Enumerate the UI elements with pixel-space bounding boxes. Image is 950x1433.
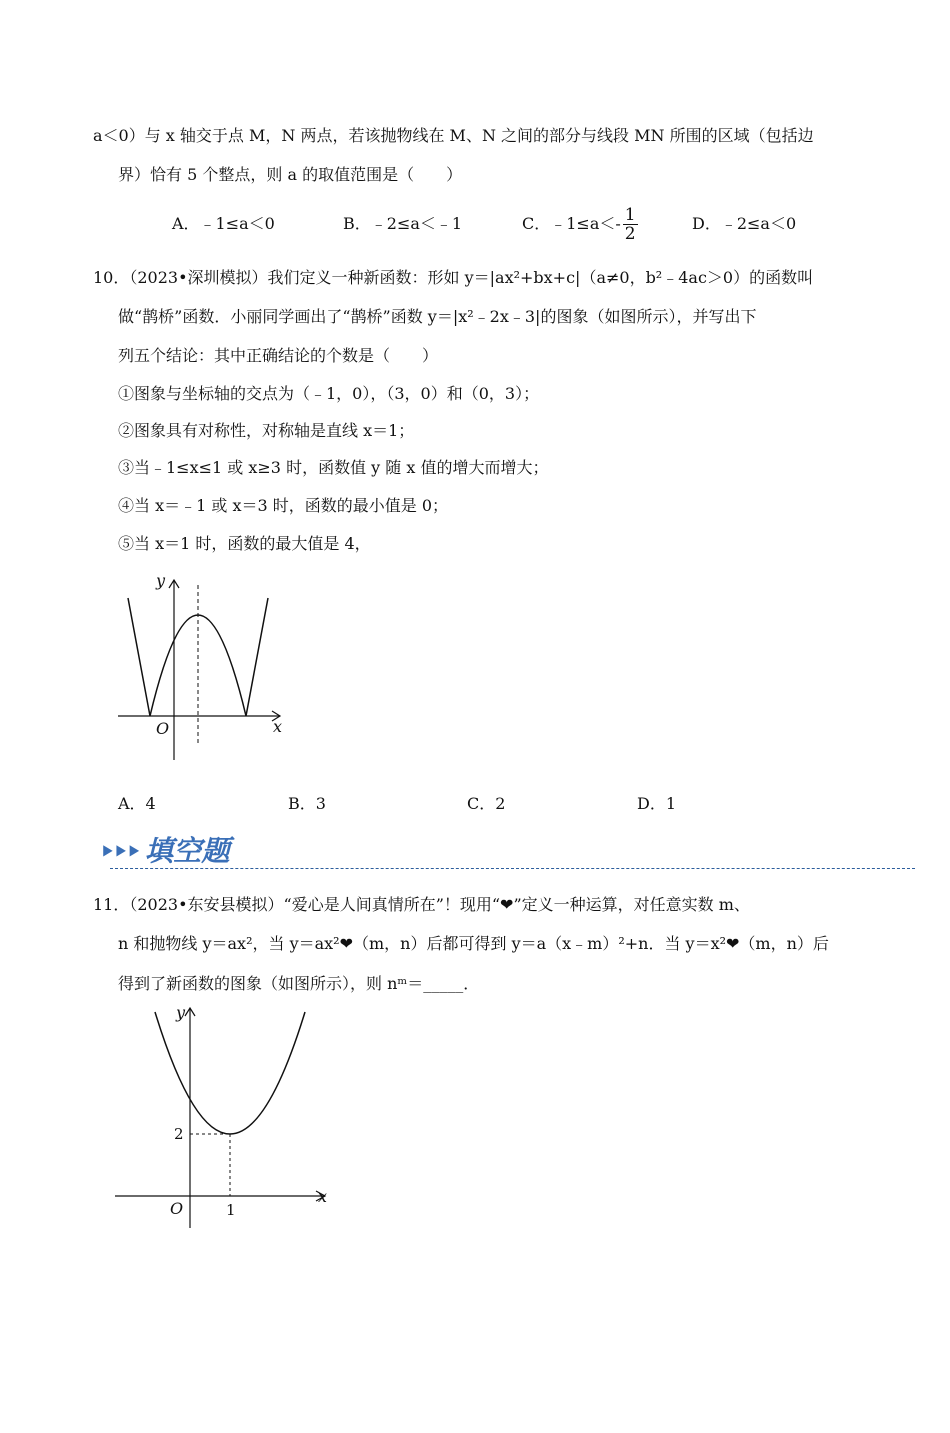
q10-option-b: B．3 (288, 794, 326, 813)
q11-line1: 11．（2023•东安县模拟）“爱心是人间真情所在”！现用“❤”定义一种运算，对任意实数 m、 (93, 895, 750, 914)
q10-statement-2: ②图象具有对称性，对称轴是直线 x＝1； (118, 421, 415, 440)
q10-origin-label: O (156, 719, 170, 738)
q9-option-a: A．﹣1≤a＜0 (172, 214, 275, 233)
q11-graph (110, 1000, 350, 1235)
q10-option-d: D．1 (637, 794, 677, 813)
q10-statement-3: ③当﹣1≤x≤1 或 x≥3 时，函数值 y 随 x 值的增大而增大； (118, 458, 549, 477)
q10-option-a: A．4 (118, 794, 156, 813)
q11-parabola (155, 1012, 305, 1134)
q9-line1: a＜0）与 x 轴交于点 M，N 两点，若该抛物线在 M、N 之间的部分与线段 MN 所围的区域（包括边 (93, 126, 814, 145)
section-arrow-icon-3 (130, 845, 139, 856)
q11-tick-x-1: 1 (226, 1201, 236, 1219)
q10-graph (110, 570, 300, 770)
q10-statement-1: ①图象与坐标轴的交点为（﹣1，0），（3，0）和（0，3）； (118, 384, 540, 403)
q11-tick-y-2: 2 (174, 1125, 184, 1143)
q10-y-label: y (156, 571, 166, 590)
q10-option-c: C．2 (467, 794, 506, 813)
section-divider (110, 868, 915, 869)
q9-option-c-denominator: 2 (624, 224, 636, 244)
q11-origin-label: O (170, 1199, 184, 1218)
q10-statement-4: ④当 x＝﹣1 或 x＝3 时，函数的最小值是 0； (118, 496, 449, 515)
q11-x-label: x (318, 1187, 328, 1206)
section-title: 填空题 (144, 834, 230, 866)
q11-line2: n 和抛物线 y＝ax²，当 y＝ax²❤（m，n）后都可得到 y＝a（x﹣m）²+n．当 y＝x²❤（m，n）后 (118, 934, 829, 953)
q10-x-label: x (273, 717, 283, 736)
q10-line3: 列五个结论：其中正确结论的个数是（ ） (118, 346, 439, 365)
q9-option-c-prefix: C．﹣1≤a＜- (522, 214, 621, 233)
q10-line1: 10．（2023•深圳模拟）我们定义一种新函数：形如 y＝|ax²+bx+c|（a≠0，b²﹣4ac＞0）的函数叫 (93, 268, 814, 287)
section-header (95, 832, 255, 866)
q11-y-label: y (176, 1003, 186, 1022)
q10-statement-5: ⑤当 x＝1 时，函数的最大值是 4， (118, 534, 371, 553)
q9-option-b: B．﹣2≤a＜﹣1 (343, 214, 463, 233)
section-arrow-icon-2 (116, 845, 125, 856)
q9-option-c-fraction (623, 206, 638, 243)
q10-line2: 做“鹊桥”函数．小丽同学画出了“鹊桥”函数 y＝|x²﹣2x﹣3|的图象（如图所示），并写出下 (118, 307, 757, 326)
q9-line2: 界）恰有 5 个整点，则 a 的取值范围是（ ） (118, 165, 463, 184)
q11-line3: 得到了新函数的图象（如图所示），则 nᵐ＝_____． (118, 974, 480, 993)
q9-option-c (522, 205, 638, 243)
q9-option-d: D．﹣2≤a＜0 (692, 214, 797, 233)
section-arrow-icon-1 (103, 845, 112, 856)
q9-option-c-numerator: 1 (624, 205, 636, 225)
